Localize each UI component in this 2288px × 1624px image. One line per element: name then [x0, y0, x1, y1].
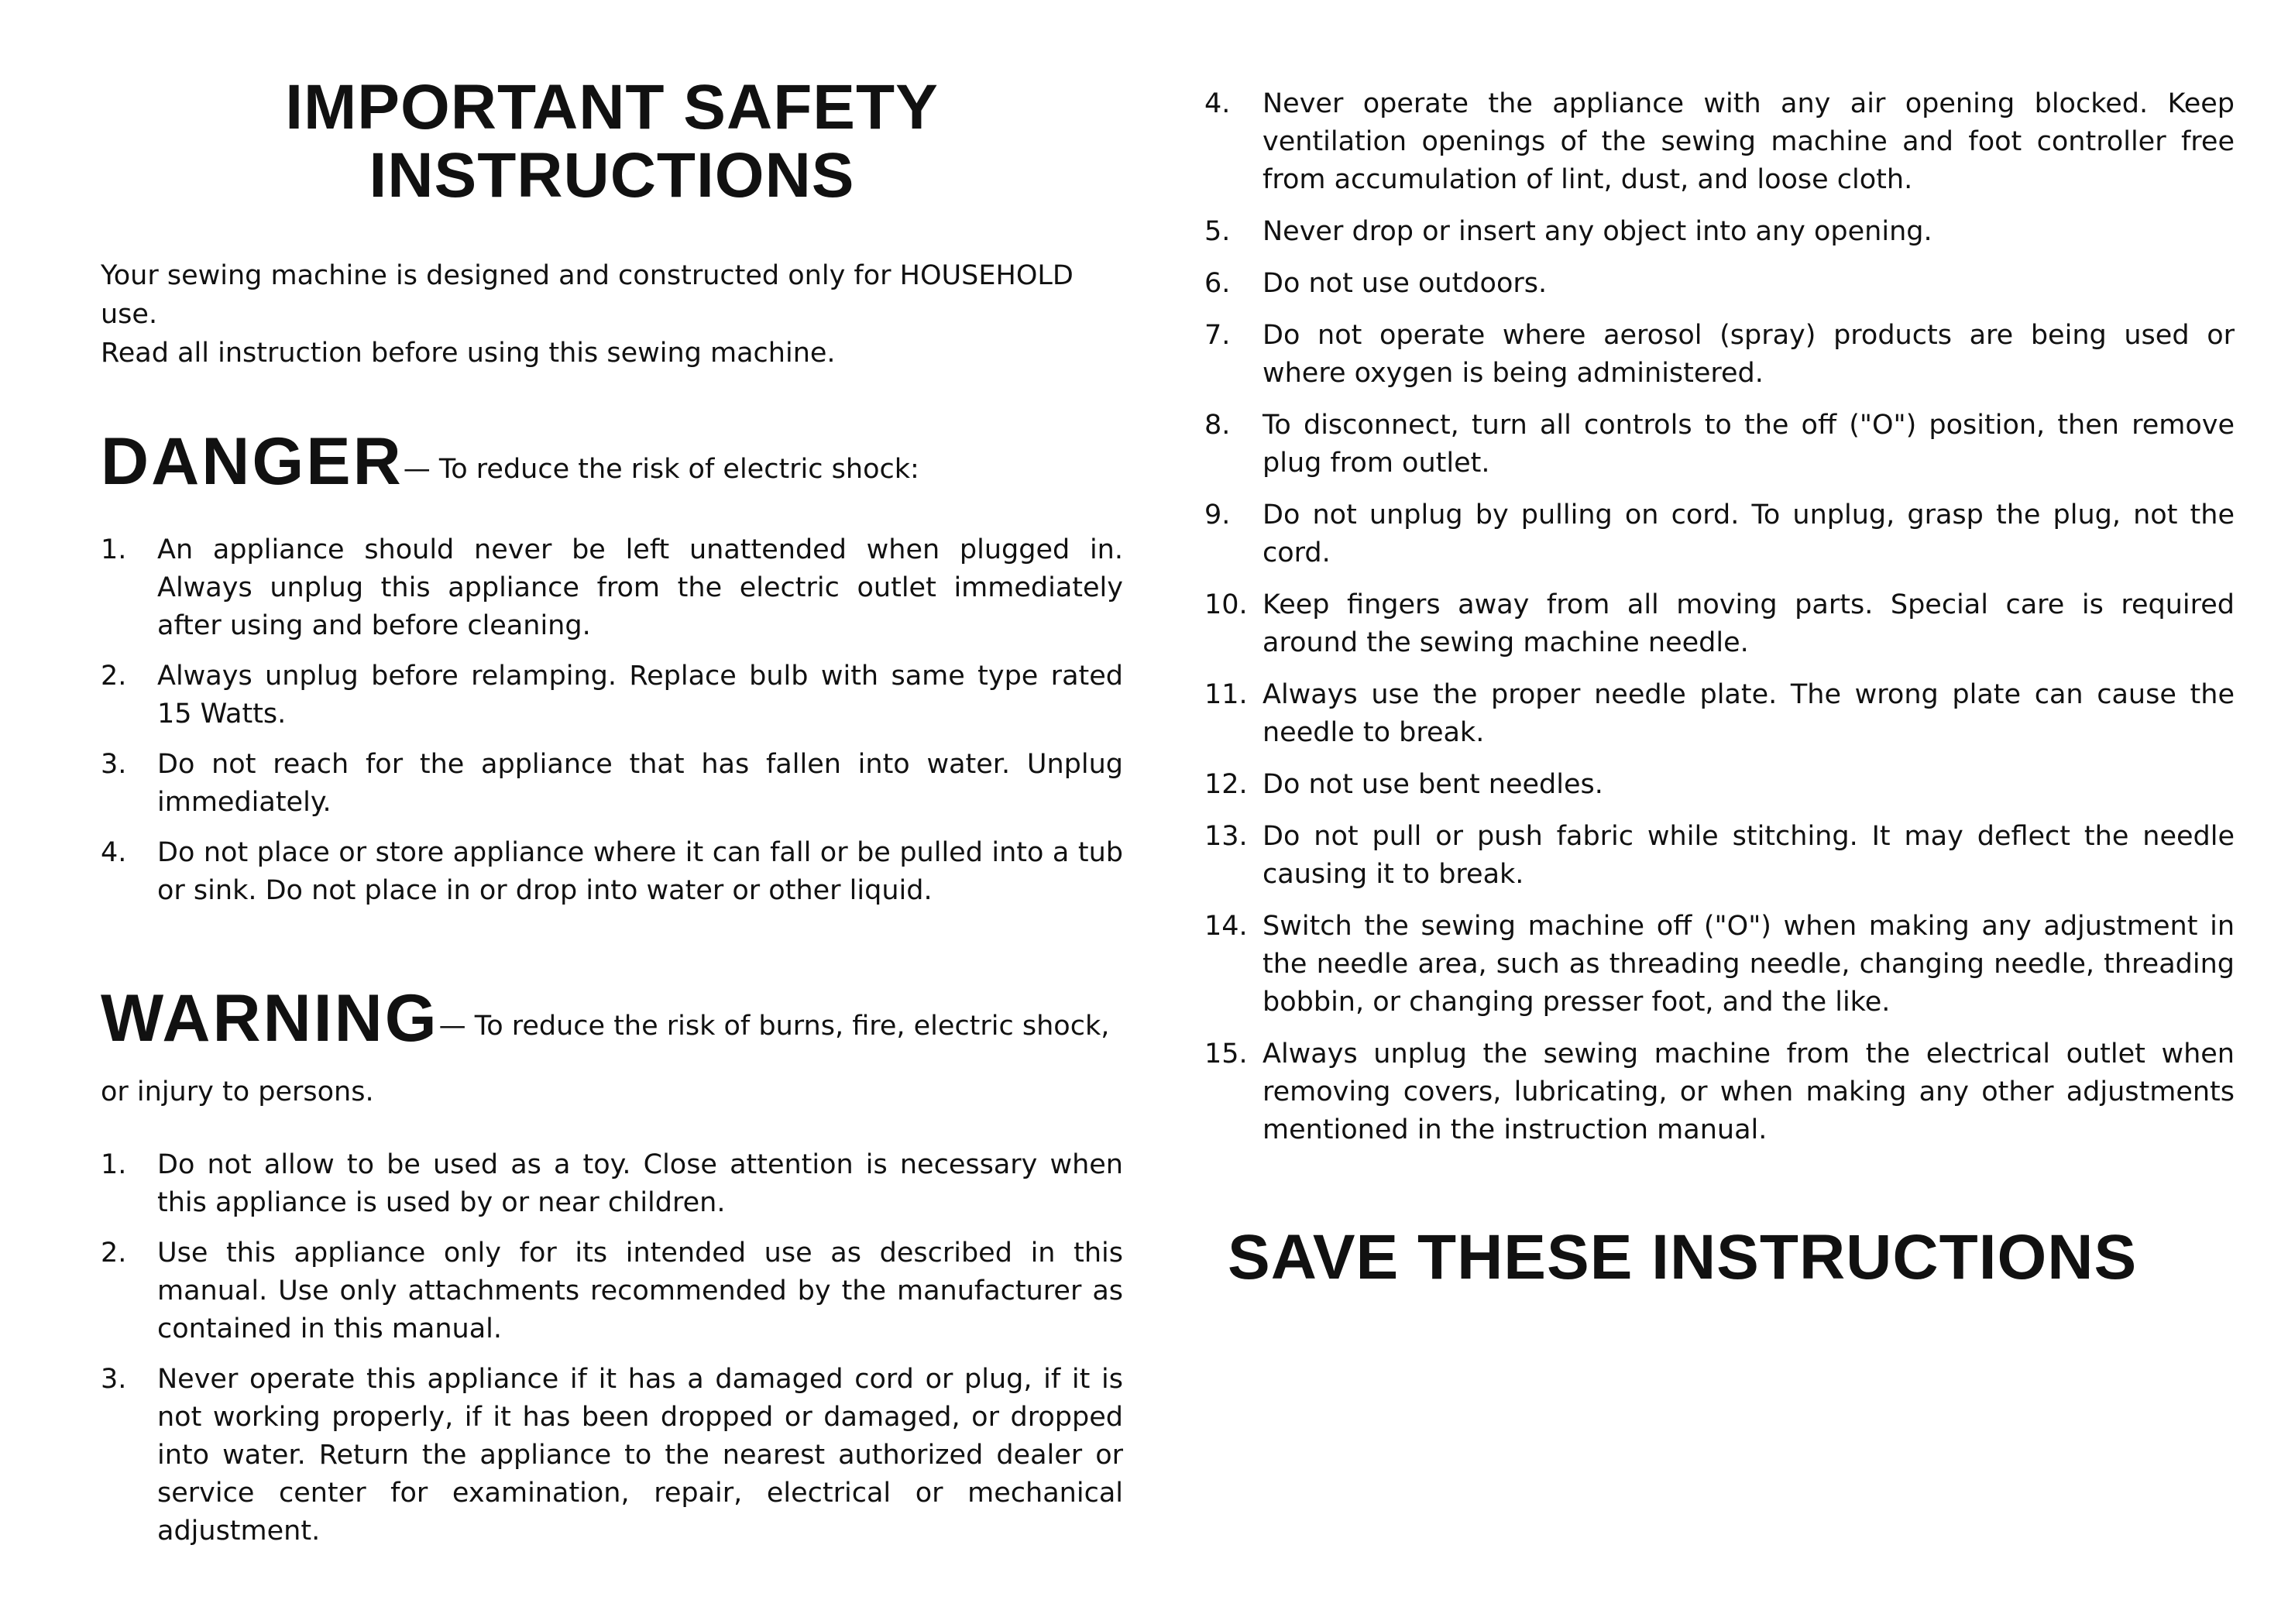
- item-text: Do not use outdoors.: [1263, 268, 1548, 299]
- warning-item: [1204, 676, 2235, 752]
- item-number: 1.: [101, 534, 127, 565]
- item-number: 8.: [1204, 410, 1231, 441]
- intro-line-2: Read all instruction before using this sewing machine.: [101, 338, 836, 369]
- danger-word: DANGER: [101, 424, 404, 499]
- item-number: 1.: [101, 1149, 127, 1180]
- right-column: [1204, 85, 2235, 1293]
- item-number: 15.: [1204, 1039, 1248, 1070]
- warning-note-continued: or injury to persons.: [101, 1076, 374, 1107]
- warning-item: [101, 1234, 1123, 1348]
- item-text: Always unplug before relamping. Replace bulb with same type rated 15 Watts.: [157, 661, 1123, 730]
- warning-item: [1204, 1035, 2235, 1149]
- item-text: Switch the sewing machine off ("O") when making any adjustment in the needle area, such as threading needle, changing needle, threading bobbin, or changing presser foot, and the like.: [1263, 911, 2235, 1018]
- item-number: 5.: [1204, 216, 1231, 247]
- item-number: 4.: [101, 837, 127, 868]
- item-text: Never operate the appliance with any air opening blocked. Keep ventilation openings of the sewing machine and foot controller free from accumulation of lint, dust, and loose cloth.: [1263, 88, 2235, 195]
- danger-heading: [101, 424, 1123, 499]
- danger-item: [101, 834, 1123, 910]
- item-text: An appliance should never be left unattended when plugged in. Always unplug this appliance from the electric outlet immediately after using and before cleaning.: [157, 534, 1123, 641]
- item-number: 10.: [1204, 589, 1248, 620]
- left-column: [101, 74, 1123, 1624]
- warning-item: [1204, 908, 2235, 1021]
- item-number: 4.: [1204, 88, 1231, 119]
- item-text: Use this appliance only for its intended use as described in this manual. Use only attachments recommended by the manufacturer as contained in this manual.: [157, 1238, 1123, 1344]
- item-number: 9.: [1204, 500, 1231, 530]
- warning-item: [1204, 317, 2235, 393]
- item-text: Do not reach for the appliance that has fallen into water. Unplug immediately.: [157, 749, 1123, 818]
- item-text: Do not pull or push fabric while stitching. It may deflect the needle causing it to break.: [1263, 821, 2235, 890]
- warning-item: [1204, 85, 2235, 199]
- item-text: Never drop or insert any object into any opening.: [1263, 216, 1932, 247]
- warning-item: [101, 1361, 1123, 1550]
- item-text: Always unplug the sewing machine from the electrical outlet when removing covers, lubricating, or when making any other adjustments mentioned in the instruction manual.: [1263, 1039, 2235, 1145]
- item-number: 3.: [101, 1364, 127, 1395]
- warning-list-continued: [1204, 85, 2235, 1149]
- item-number: 7.: [1204, 320, 1231, 351]
- intro-paragraph: [101, 256, 1123, 373]
- page-title: IMPORTANT SAFETY INSTRUCTIONS: [285, 72, 939, 211]
- item-text: Never operate this appliance if it has a damaged cord or plug, if it is not working properly, if it has been dropped or damaged, or dropped into water. Return the appliance to the nearest authorized dealer or service center for examination, repair, electrical or mechanical adjustment.: [157, 1364, 1123, 1547]
- warning-note: — To reduce the risk of burns, fire, electric shock,: [438, 1011, 1110, 1042]
- item-number: 11.: [1204, 679, 1248, 710]
- item-text: Do not place or store appliance where it can fall or be pulled into a tub or sink. Do not place in or drop into water or other liquid.: [157, 837, 1123, 906]
- item-text: Do not use bent needles.: [1263, 769, 1603, 800]
- item-number: 13.: [1204, 821, 1248, 852]
- item-number: 14.: [1204, 911, 1248, 942]
- item-text: Do not operate where aerosol (spray) products are being used or where oxygen is being administered.: [1263, 320, 2235, 389]
- danger-item: [101, 746, 1123, 822]
- warning-item: [1204, 586, 2235, 662]
- item-number: 2.: [101, 661, 127, 692]
- danger-note: — To reduce the risk of electric shock:: [403, 454, 919, 485]
- item-text: Do not allow to be used as a toy. Close attention is necessary when this appliance is used by or near children.: [157, 1149, 1123, 1218]
- warning-item: [1204, 407, 2235, 482]
- item-text: To disconnect, turn all controls to the off ("O") position, then remove plug from outlet.: [1263, 410, 2235, 479]
- warning-word: WARNING: [101, 981, 439, 1056]
- item-text: Always use the proper needle plate. The wrong plate can cause the needle to break.: [1263, 679, 2235, 748]
- save-instructions-title: SAVE THESE INSTRUCTIONS: [1228, 1222, 2138, 1293]
- intro-line-1: Your sewing machine is designed and constructed only for HOUSEHOLD use.: [101, 260, 1074, 330]
- danger-item: [101, 657, 1123, 733]
- danger-list: [101, 531, 1123, 910]
- warning-item: [1204, 265, 2235, 303]
- warning-item: [1204, 818, 2235, 894]
- item-text: Do not unplug by pulling on cord. To unplug, grasp the plug, not the cord.: [1263, 500, 2235, 568]
- item-text: Keep fingers away from all moving parts. Special care is required around the sewing machine needle.: [1263, 589, 2235, 658]
- warning-item: [1204, 766, 2235, 804]
- warning-item: [101, 1146, 1123, 1222]
- danger-item: [101, 531, 1123, 645]
- warning-item: [1204, 213, 2235, 251]
- warning-item: [1204, 496, 2235, 572]
- item-number: 12.: [1204, 769, 1248, 800]
- warning-heading: [101, 981, 1123, 1056]
- item-number: 2.: [101, 1238, 127, 1269]
- item-number: 6.: [1204, 268, 1231, 299]
- warning-list: [101, 1146, 1123, 1550]
- item-number: 3.: [101, 749, 127, 780]
